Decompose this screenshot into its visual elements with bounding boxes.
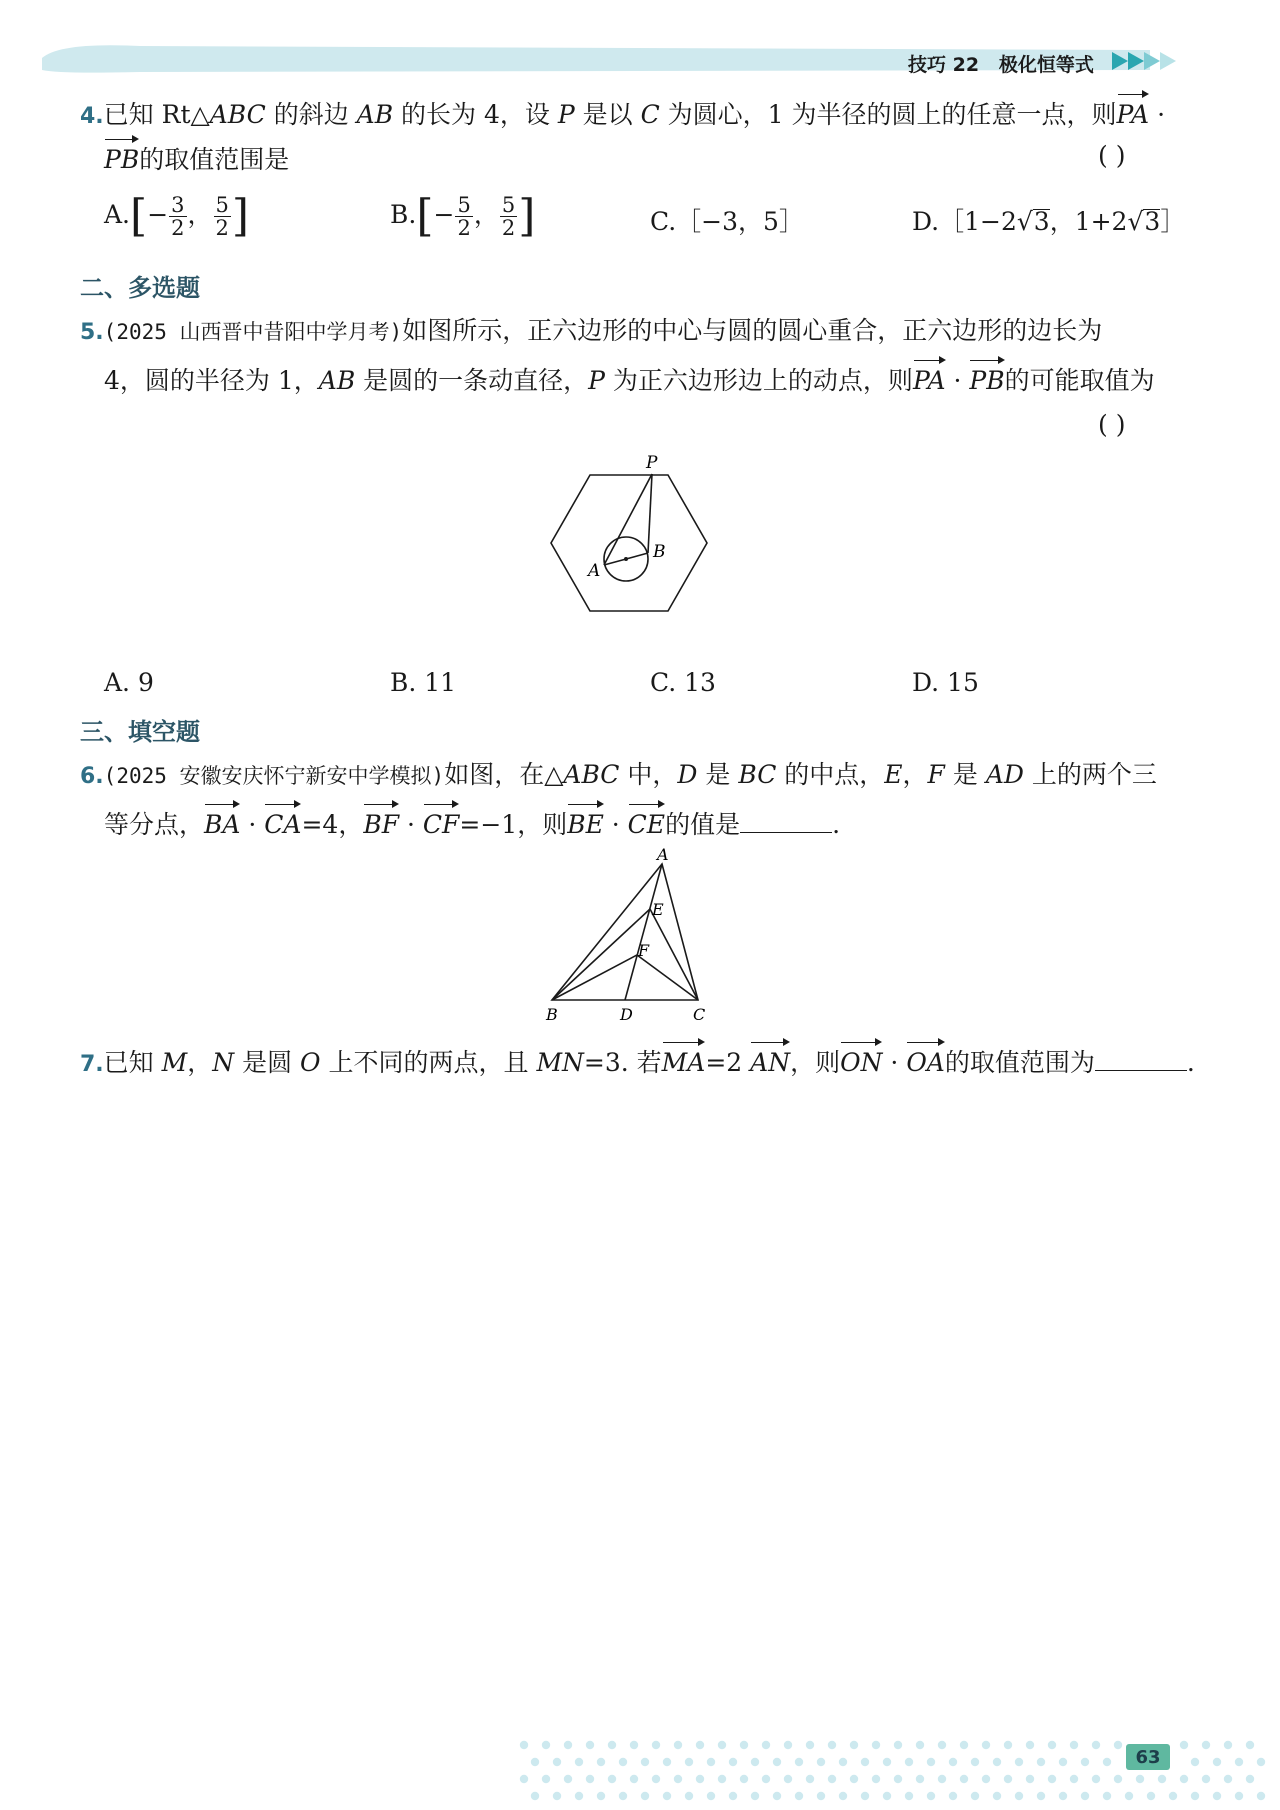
vector-pa: PA (913, 358, 946, 400)
decorative-dot (1037, 1758, 1045, 1766)
decorative-dot (1224, 1775, 1232, 1783)
decorative-dot (751, 1792, 759, 1800)
vector-ca: CA (264, 802, 301, 844)
decorative-dot (586, 1775, 594, 1783)
q5-option-d: D. 15 (912, 668, 979, 697)
label-b: B (653, 542, 666, 562)
decorative-dot (1180, 1741, 1188, 1749)
vector-pa: PA (1117, 92, 1150, 134)
decorative-dot (1114, 1775, 1122, 1783)
vector-oa: OA (906, 1040, 945, 1082)
decorative-dot (817, 1792, 825, 1800)
decorative-dot (674, 1741, 682, 1749)
segment-pa (604, 474, 652, 565)
decorative-dot (685, 1792, 693, 1800)
decorative-dot (619, 1792, 627, 1800)
decorative-dot (630, 1775, 638, 1783)
decorative-dot (685, 1758, 693, 1766)
decorative-dot (542, 1741, 550, 1749)
q6-line2: 等分点，BA · CA=4，BF · CF=−1，则BE · CE的值是 . (104, 802, 840, 844)
decorative-dot (641, 1792, 649, 1800)
decorative-dot (916, 1775, 924, 1783)
decorative-dot (1257, 1792, 1265, 1800)
decorative-dot (1081, 1758, 1089, 1766)
label-d: D (620, 1005, 633, 1024)
decorative-dot (839, 1792, 847, 1800)
decorative-dot (1004, 1741, 1012, 1749)
decorative-dot (1224, 1741, 1232, 1749)
decorative-dot (982, 1741, 990, 1749)
decorative-dot (652, 1775, 660, 1783)
decorative-dot (1191, 1792, 1199, 1800)
decorative-dot (641, 1758, 649, 1766)
vector-ce: CE (628, 802, 665, 844)
decorative-dot (707, 1758, 715, 1766)
decorative-dot (1015, 1792, 1023, 1800)
decorative-dot (949, 1792, 957, 1800)
decorative-dot (938, 1741, 946, 1749)
decorative-dot (1059, 1792, 1067, 1800)
decorative-dot (960, 1775, 968, 1783)
decorative-dot (1070, 1741, 1078, 1749)
decorative-dot (740, 1741, 748, 1749)
decorative-dot (1136, 1775, 1144, 1783)
decorative-dot (1092, 1741, 1100, 1749)
decorative-dot (817, 1758, 825, 1766)
q6-source: (2025 安徽安庆怀宁新安中学模拟) (103, 764, 445, 788)
decorative-dot (905, 1792, 913, 1800)
decorative-dot (1059, 1758, 1067, 1766)
q6-answer-blank[interactable] (740, 810, 832, 833)
decorative-dot (575, 1792, 583, 1800)
q4-line2: PB的取值范围是 (104, 137, 289, 179)
vector-an: AN (750, 1040, 790, 1082)
decorative-dot (773, 1758, 781, 1766)
decorative-dot (1158, 1775, 1166, 1783)
decorative-dot (630, 1741, 638, 1749)
q5-hexagon-figure (520, 450, 740, 650)
decorative-dot (993, 1758, 1001, 1766)
decorative-dot (894, 1741, 902, 1749)
q5-answer-paren: ( ) (1098, 410, 1126, 439)
median-ad (625, 864, 662, 1000)
decorative-dot (1169, 1792, 1177, 1800)
q6-triangle-figure (540, 848, 720, 1033)
page-number-badge (1126, 1744, 1170, 1770)
decorative-dot (839, 1758, 847, 1766)
decorative-dot (971, 1792, 979, 1800)
vector-on: ON (840, 1040, 882, 1082)
decorative-dot (795, 1758, 803, 1766)
decorative-dot (718, 1741, 726, 1749)
segment-be (552, 909, 650, 1000)
decorative-dot (520, 1741, 528, 1749)
label-a: A (588, 561, 601, 581)
decorative-dot (1048, 1741, 1056, 1749)
section-multiple-choice: 二、多选题 (80, 274, 200, 302)
decorative-dot (993, 1792, 1001, 1800)
decorative-dot (718, 1775, 726, 1783)
label-a: A (657, 848, 669, 864)
q5-line1: 5.(2025 山西晋中昔阳中学月考)如图所示，正六边形的中心与圆的圆心重合，正六边形的边长为 (80, 316, 1103, 345)
decorative-dot (1103, 1792, 1111, 1800)
q6-line1: 6.(2025 安徽安庆怀宁新安中学模拟)如图，在△ABC 中，D 是 BC 的中点，E，F 是 AD 上的两个三 (80, 760, 1157, 789)
q4-answer-paren: ( ) (1098, 141, 1126, 170)
decorative-dot (894, 1775, 902, 1783)
decorative-dot (883, 1758, 891, 1766)
decorative-dot (883, 1792, 891, 1800)
q5-line2: 4，圆的半径为 1，AB 是圆的一条动直径，P 为正六边形边上的动点，则PA · PB的可能取值为 (104, 358, 1155, 400)
q4-option-a: A.[− $\frac{3}{2}$ ， $\frac{5}{2}$ ] (104, 190, 250, 242)
decorative-dot (608, 1741, 616, 1749)
decorative-dot (1081, 1792, 1089, 1800)
decorative-dot (553, 1758, 561, 1766)
decorative-dot (872, 1741, 880, 1749)
decorative-dot (828, 1741, 836, 1749)
label-f: F (638, 941, 650, 960)
decorative-dot (608, 1775, 616, 1783)
decorative-dot (762, 1775, 770, 1783)
decorative-dot (784, 1775, 792, 1783)
decorative-dot (938, 1775, 946, 1783)
decorative-dot (740, 1775, 748, 1783)
page-number: 63 (1135, 1746, 1161, 1768)
decorative-dot (597, 1792, 605, 1800)
vector-cf: CF (423, 802, 459, 844)
decorative-dot (960, 1741, 968, 1749)
decorative-dot (1235, 1758, 1243, 1766)
decorative-dot (696, 1741, 704, 1749)
decorative-dot (1213, 1792, 1221, 1800)
decorative-dot (905, 1758, 913, 1766)
decorative-dot (586, 1741, 594, 1749)
decorative-dot (1213, 1758, 1221, 1766)
decorative-dot (927, 1758, 935, 1766)
decorative-dot (784, 1741, 792, 1749)
decorative-dot (1026, 1741, 1034, 1749)
decorative-dot (982, 1775, 990, 1783)
decorative-dot (1147, 1792, 1155, 1800)
vector-ba: BA (204, 802, 240, 844)
decorative-dot (1103, 1758, 1111, 1766)
vector-be: BE (567, 802, 604, 844)
q4-option-b: B.[− $\frac{5}{2}$ ， $\frac{5}{2}$ ] (390, 190, 536, 242)
decorative-dot (707, 1792, 715, 1800)
q4-option-c: C.［−3，5］ (650, 207, 804, 236)
decorative-dot (1180, 1775, 1188, 1783)
decorative-dot (520, 1775, 528, 1783)
decorative-dot (861, 1758, 869, 1766)
header-band (0, 0, 1280, 95)
decorative-dot (663, 1758, 671, 1766)
decorative-dot (1070, 1775, 1078, 1783)
decorative-dot (597, 1758, 605, 1766)
decorative-dot (751, 1758, 759, 1766)
decorative-dot (1202, 1775, 1210, 1783)
decorative-dot (542, 1775, 550, 1783)
decorative-dot (828, 1775, 836, 1783)
q4-option-d: D.［1−2√3，1+2√3］ (912, 207, 1186, 236)
decorative-dot (1037, 1792, 1045, 1800)
decorative-dot (1092, 1775, 1100, 1783)
decorative-dot (1235, 1792, 1243, 1800)
decorative-dot (762, 1741, 770, 1749)
q4-line1: 4.已知 Rt△ABC 的斜边 AB 的长为 4，设 P 是以 C 为圆心，1 为半径的圆上的任意一点，则PA · (80, 92, 1165, 136)
decorative-dot (1125, 1792, 1133, 1800)
hexagon (551, 475, 707, 611)
vector-pb: PB (104, 137, 139, 179)
decorative-dot (1191, 1758, 1199, 1766)
decorative-dot (1015, 1758, 1023, 1766)
decorative-dot (564, 1741, 572, 1749)
decorative-dot (806, 1775, 814, 1783)
q5-source: (2025 山西晋中昔阳中学月考) (103, 320, 403, 344)
decorative-dot (674, 1775, 682, 1783)
section-fill-in-blank: 三、填空题 (80, 718, 200, 746)
q5-option-c: C. 13 (650, 668, 716, 697)
q7-line: 7.已知 M，N 是圆 O 上不同的两点，且 MN=3. 若MA=2 AN，则ON · OA的取值范围为 . (80, 1040, 1195, 1084)
decorative-dot (575, 1758, 583, 1766)
label-b: B (546, 1005, 558, 1024)
decorative-dot (1048, 1775, 1056, 1783)
decorative-dot (927, 1792, 935, 1800)
segment-cf (637, 955, 698, 1000)
decorative-dot (916, 1741, 924, 1749)
decorative-dot (1026, 1775, 1034, 1783)
decorative-dot (1257, 1758, 1265, 1766)
decorative-dot (696, 1775, 704, 1783)
decorative-dot (806, 1741, 814, 1749)
q5-option-b: B. 11 (390, 668, 457, 697)
decorative-dot (619, 1758, 627, 1766)
center-dot (624, 557, 628, 561)
q7-answer-blank[interactable] (1095, 1048, 1187, 1071)
decorative-dot (795, 1792, 803, 1800)
decorative-dot (971, 1758, 979, 1766)
decorative-dot (652, 1741, 660, 1749)
decorative-dot (729, 1758, 737, 1766)
segment-ce (650, 909, 698, 1000)
segment-bf (552, 955, 637, 1000)
header-label: 技巧 22 极化恒等式 (908, 54, 1094, 76)
label-e: E (652, 900, 664, 919)
label-c: C (693, 1005, 706, 1024)
decorative-dot (850, 1741, 858, 1749)
decorative-dot (850, 1775, 858, 1783)
decorative-dot (564, 1775, 572, 1783)
decorative-dot (729, 1792, 737, 1800)
decorative-dot (861, 1792, 869, 1800)
vector-ma: MA (662, 1040, 706, 1082)
decorative-dot (531, 1758, 539, 1766)
decorative-dot (1114, 1741, 1122, 1749)
decorative-dot (531, 1792, 539, 1800)
label-p: P (646, 453, 658, 473)
decorative-dot (1246, 1775, 1254, 1783)
vector-pb: PB (969, 358, 1004, 400)
decorative-dot (949, 1758, 957, 1766)
segment-pb (648, 474, 652, 553)
decorative-dot (773, 1792, 781, 1800)
decorative-dot (1004, 1775, 1012, 1783)
decorative-dot (553, 1792, 561, 1800)
decorative-dot (663, 1792, 671, 1800)
vector-bf: BF (363, 802, 399, 844)
decorative-dot (872, 1775, 880, 1783)
decorative-dot (1202, 1741, 1210, 1749)
decorative-dot (1246, 1741, 1254, 1749)
q5-option-a: A. 9 (104, 668, 154, 697)
